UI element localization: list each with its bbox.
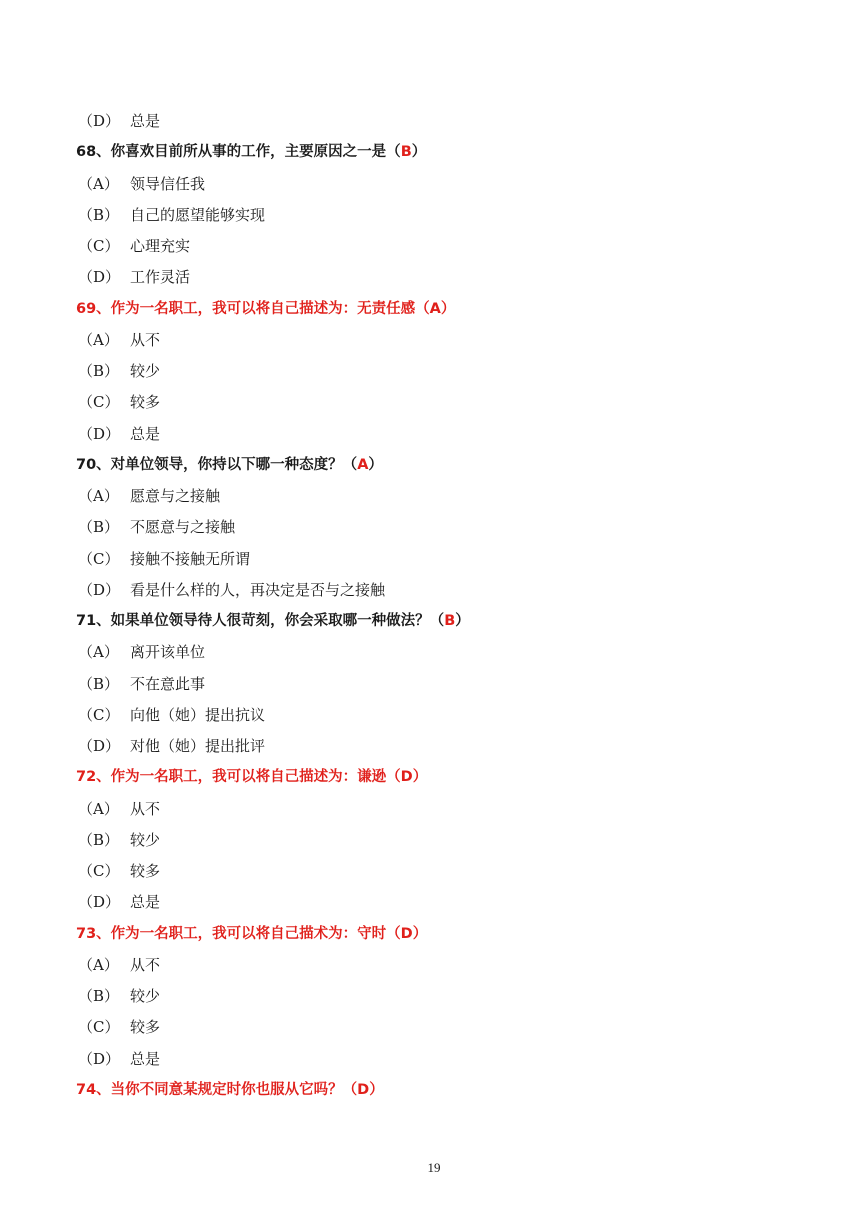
option-text: 心理充实 (130, 237, 191, 255)
option-text: 较多 (130, 1018, 161, 1037)
option-line (76, 575, 836, 606)
option-text: 较少 (130, 362, 161, 380)
option-line (76, 106, 836, 137)
question-text: 68、你喜欢目前所从事的工作，主要原因之一是（ (76, 144, 401, 161)
option-text: 较多 (130, 862, 161, 880)
option-text: 总是 (130, 424, 161, 443)
question-text: 71、如果单位领导待人很苛刻，你会采取哪一种做法？（ (76, 613, 445, 629)
option-text: 不愿意与之接触 (130, 518, 236, 537)
question-list (76, 106, 836, 1106)
option-line (76, 950, 836, 981)
answer-letter: B (444, 613, 456, 629)
option-line (76, 325, 836, 356)
option-letter: （B） (78, 830, 120, 849)
option-line (76, 512, 836, 543)
option-text: 看是什么样的人，再决定是否与之接触 (130, 580, 386, 599)
option-text: 领导信任我 (130, 174, 206, 193)
question-close-paren: ） (411, 144, 427, 161)
option-letter: （D） (78, 580, 121, 599)
option-line (76, 200, 836, 231)
option-letter: （C） (78, 705, 120, 724)
option-letter: （B） (78, 674, 120, 693)
option-line (76, 1012, 836, 1043)
option-letter: （B） (78, 205, 120, 224)
answer-letter: B (400, 144, 412, 161)
option-line (76, 731, 836, 762)
option-text: 工作灵活 (130, 268, 191, 287)
question-close-paren: ） (368, 456, 383, 473)
option-letter: （C） (78, 393, 120, 412)
option-text: 接触不接触无所谓 (130, 549, 251, 568)
option-line (76, 169, 836, 200)
question-line (76, 606, 836, 637)
option-letter: （B） (78, 518, 120, 537)
option-letter: （A） (78, 955, 119, 974)
option-text: 离开该单位 (130, 643, 206, 662)
option-line (76, 481, 836, 512)
question-line (76, 450, 836, 481)
option-letter: （D） (78, 737, 121, 755)
option-line (76, 356, 836, 387)
option-text: 从不 (130, 799, 161, 818)
option-line (76, 669, 836, 700)
option-letter: （D） (78, 112, 121, 130)
question-line (76, 1075, 836, 1106)
option-letter: （A） (78, 487, 119, 505)
option-line (76, 1044, 836, 1075)
option-line (76, 825, 836, 856)
option-line (76, 981, 836, 1012)
option-letter: （C） (78, 549, 120, 568)
question-text: 73、作为一名职工，我可以将自己描术为：守时（D） (76, 925, 428, 942)
option-text: 较少 (130, 830, 161, 849)
option-letter: （C） (78, 1018, 120, 1037)
option-line (76, 637, 836, 668)
option-letter: （D） (78, 424, 121, 443)
option-text: 向他（她）提出抗议 (130, 705, 266, 724)
question-line (76, 762, 836, 793)
option-text: 对他（她）提出批评 (130, 737, 266, 755)
option-letter: （D） (78, 1049, 121, 1068)
option-letter: （D） (78, 268, 121, 287)
option-text: 总是 (130, 1049, 161, 1068)
option-letter: （B） (78, 362, 120, 380)
option-line (76, 544, 836, 575)
question-text: 69、作为一名职工，我可以将自己描述为：无责任感（A） (76, 300, 456, 317)
option-line (76, 794, 836, 825)
question-text: 70、对单位领导，你持以下哪一种态度？（ (76, 456, 358, 473)
option-letter: （C） (78, 862, 120, 880)
option-letter: （D） (78, 893, 121, 912)
question-close-paren: ） (455, 613, 470, 629)
question-text: 74、当你不同意某规定时你也服从它吗？（D） (76, 1081, 384, 1098)
option-text: 总是 (130, 893, 161, 912)
option-line (76, 700, 836, 731)
option-line (76, 419, 836, 450)
option-letter: （C） (78, 237, 120, 255)
answer-letter: A (357, 456, 369, 473)
option-text: 自己的愿望能够实现 (130, 205, 266, 224)
option-text: 总是 (130, 112, 161, 130)
question-text: 72、作为一名职工，我可以将自己描述为：谦逊（D） (76, 769, 428, 786)
option-line (76, 231, 836, 262)
option-line (76, 887, 836, 918)
option-text: 从不 (130, 330, 161, 349)
option-text: 从不 (130, 955, 161, 974)
option-line (76, 856, 836, 887)
question-line (76, 137, 836, 168)
option-letter: （A） (78, 330, 119, 349)
option-text: 愿意与之接触 (130, 487, 221, 505)
option-line (76, 262, 836, 293)
option-letter: （A） (78, 643, 119, 662)
page-number: 19 (427, 1160, 441, 1175)
option-line (76, 387, 836, 418)
option-text: 不在意此事 (130, 674, 206, 693)
option-text: 较多 (130, 393, 161, 412)
option-text: 较少 (130, 987, 161, 1005)
option-letter: （A） (78, 799, 119, 818)
question-line (76, 919, 836, 950)
question-line (76, 294, 836, 325)
option-letter: （A） (78, 174, 119, 193)
option-letter: （B） (78, 987, 120, 1005)
